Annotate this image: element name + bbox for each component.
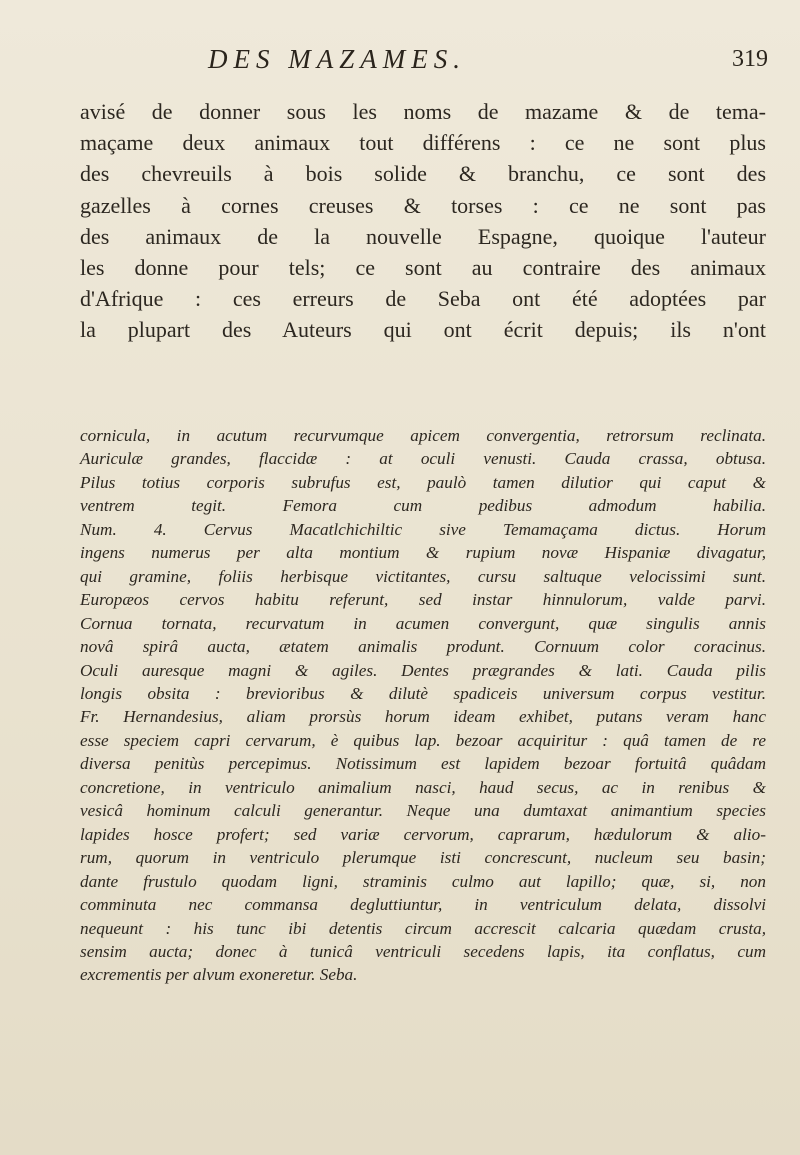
latin-text-line: Oculi auresque magni & agiles. Dentes prægrandes & lati. Cauda pilis xyxy=(80,660,766,680)
latin-text-line: Europæos cervos habitu referunt, sed instar hinnulorum, valde parvi. xyxy=(80,590,766,610)
latin-text-line: Auriculæ grandes, flaccidæ : at oculi venusti. Cauda crassa, obtusa. xyxy=(80,449,766,469)
latin-text-line: concretione, in ventriculo animalium nasci, haud secus, ac in renibus & xyxy=(80,777,766,797)
page-header xyxy=(78,44,768,84)
latin-text-line: sensim aucta; donec à tunicâ ventriculi secedens lapis, ita conflatus, cum xyxy=(80,941,766,961)
latin-text-line: ventrem tegit. Femora cum pedibus admodum habilia. xyxy=(80,496,766,516)
latin-text-line: lapides hosce profert; sed variæ cervorum, caprarum, hædulorum & alio- xyxy=(80,824,766,844)
running-head: DES MAZAMES. xyxy=(208,44,466,74)
page-number: 319 xyxy=(732,46,768,72)
latin-text-line: cornicula, in acutum recurvumque apicem convergentia, retrorsum reclinata. xyxy=(80,426,766,445)
french-text-line: la plupart des Auteurs qui ont écrit depuis; ils n'ont xyxy=(80,317,766,343)
latin-text-line: Num. 4. Cervus Macatlchichiltic sive Temamaçama dictus. Horum xyxy=(80,519,766,539)
latin-text-line: esse speciem capri cervarum, è quibus lap. bezoar acquiritur : quâ tamen de re xyxy=(80,730,766,750)
latin-text-line: vesicâ hominum calculi generantur. Neque una dumtaxat animantium species xyxy=(80,801,766,821)
french-text-line: maçame deux animaux tout différens : ce ne sont plus xyxy=(80,130,766,156)
latin-text-line: comminuta nec commansa degluttiuntur, in ventriculum delata, dissolvi xyxy=(80,895,766,915)
latin-text-line: diversa penitùs percepimus. Notissimum est lapidem bezoar fortuitâ quâdam xyxy=(80,754,766,774)
french-paragraph xyxy=(80,96,766,346)
latin-text-line: longis obsita : brevioribus & dilutè spadiceis universum corpus vestitur. xyxy=(80,683,766,703)
latin-text-line: Fr. Hernandesius, aliam prorsùs horum ideam exhibet, putans veram hanc xyxy=(80,707,766,727)
french-text-line: gazelles à cornes creuses & torses : ce ne sont pas xyxy=(80,192,766,218)
latin-text-line: qui gramine, foliis herbisque victitantes, cursu saltuque velocissimi sunt. xyxy=(80,566,766,586)
french-text-line: des chevreuils à bois solide & branchu, ce sont des xyxy=(80,161,766,187)
latin-text-line: dante frustulo quodam ligni, straminis culmo aut lapillo; quæ, si, non xyxy=(80,871,766,891)
french-text-line: d'Afrique : ces erreurs de Seba ont été adoptées par xyxy=(80,286,766,312)
latin-text-line: ingens numerus per alta montium & rupium novæ Hispaniæ divagatur, xyxy=(80,543,766,563)
latin-text-line: Cornua tornata, recurvatum in acumen convergunt, quæ singulis annis xyxy=(80,613,766,633)
latin-text-line: Pilus totius corporis subrufus est, paulò tamen dilutior qui caput & xyxy=(80,472,766,492)
latin-paragraph xyxy=(80,424,766,987)
french-text-line: avisé de donner sous les noms de mazame & de tema- xyxy=(80,99,766,124)
latin-text-line: excrementis per alvum exoneretur. Seba. xyxy=(80,965,358,985)
latin-text-line: rum, quorum in ventriculo plerumque isti concrescunt, nucleum seu basin; xyxy=(80,848,766,868)
french-text-line: des animaux de la nouvelle Espagne, quoique l'auteur xyxy=(80,223,766,249)
french-text-line: les donne pour tels; ce sont au contraire des animaux xyxy=(80,255,766,281)
latin-text-line: novâ spirâ aucta, ætatem animalis produnt. Cornuum color coracinus. xyxy=(80,637,766,657)
latin-text-line: nequeunt : his tunc ibi detentis circum accrescit calcaria quædam crusta, xyxy=(80,918,766,938)
